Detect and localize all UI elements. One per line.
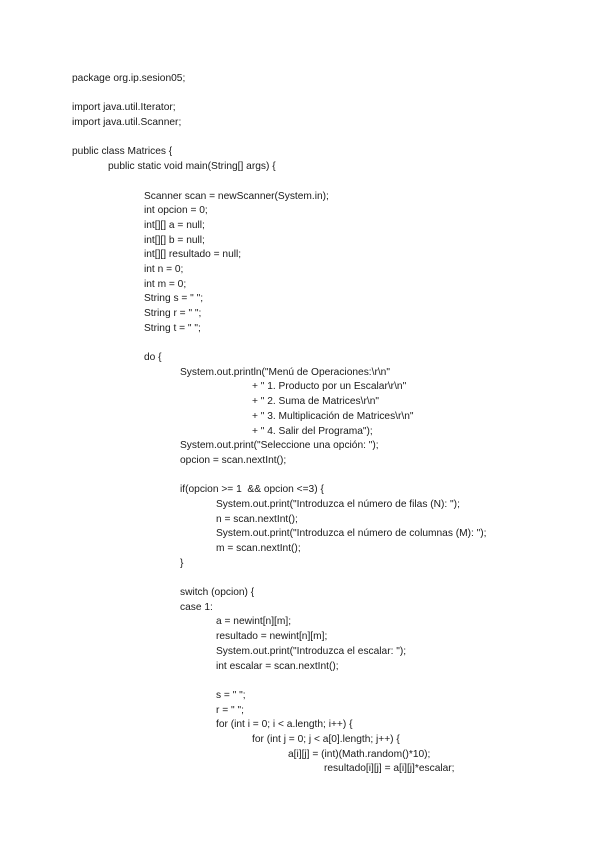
code-line: System.out.print("Seleccione una opción: "); <box>180 440 379 452</box>
code-line: switch (opcion) { <box>180 587 255 599</box>
code-line: int escalar = scan.nextInt(); <box>216 660 339 672</box>
code-line: } <box>180 557 184 569</box>
code-line: s = " "; <box>216 689 246 701</box>
code-line: import java.util.Scanner; <box>72 117 182 129</box>
code-line: case 1: <box>180 601 213 613</box>
code-line: if(opcion >= 1 && opcion <=3) { <box>180 484 324 496</box>
code-line: Scanner scan = newScanner(System.in); <box>144 190 329 202</box>
code-line <box>72 175 582 190</box>
code-line: do { <box>144 352 162 364</box>
code-line: String t = " "; <box>144 322 201 334</box>
code-line <box>72 87 582 102</box>
code-line: int[][] resultado = null; <box>144 249 242 261</box>
code-line: public static void main(String[] args) { <box>108 161 276 173</box>
code-line: int[][] b = null; <box>144 234 205 246</box>
code-line: a = newint[n][m]; <box>216 616 292 628</box>
code-line: opcion = scan.nextInt(); <box>180 454 287 466</box>
java-source-code <box>72 72 582 777</box>
code-line <box>72 571 582 586</box>
code-line: int opcion = 0; <box>144 205 208 217</box>
code-line <box>72 674 582 689</box>
code-line: n = scan.nextInt(); <box>216 513 298 525</box>
code-line: int m = 0; <box>144 278 187 290</box>
code-line: a[i][j] = (int)(Math.random()*10); <box>288 748 431 760</box>
code-line: for (int i = 0; i < a.length; i++) { <box>216 719 353 731</box>
code-line: int[][] a = null; <box>144 219 205 231</box>
code-line: resultado[i][j] = a[i][j]*escalar; <box>324 763 455 775</box>
code-line <box>72 336 582 351</box>
code-line: for (int j = 0; j < a[0].length; j++) { <box>252 733 400 745</box>
code-line: String s = " "; <box>144 293 204 305</box>
code-line: + " 3. Multiplicación de Matrices\r\n" <box>252 410 414 422</box>
code-line: System.out.println("Menú de Operaciones:\r\n" <box>180 366 390 378</box>
code-line: import java.util.Iterator; <box>72 102 176 114</box>
code-line: System.out.print("Introduzca el número de columnas (M): "); <box>216 528 487 540</box>
code-line: public class Matrices { <box>72 146 173 158</box>
code-line: + " 1. Producto por un Escalar\r\n" <box>252 381 407 393</box>
code-line: + " 4. Salir del Programa"); <box>252 425 373 437</box>
code-line: + " 2. Suma de Matrices\r\n" <box>252 396 379 408</box>
code-line: int n = 0; <box>144 263 184 275</box>
code-line: m = scan.nextInt(); <box>216 543 301 554</box>
code-line: System.out.print("Introduzca el número de filas (N): "); <box>216 498 460 510</box>
code-line: resultado = newint[n][m]; <box>216 631 328 643</box>
code-line: package org.ip.sesion05; <box>72 73 186 84</box>
code-line: r = " "; <box>216 704 244 716</box>
code-line: String r = " "; <box>144 308 202 319</box>
code-line <box>72 131 582 146</box>
code-line: System.out.print("Introduzca el escalar: "); <box>216 645 407 657</box>
code-line <box>72 469 582 484</box>
